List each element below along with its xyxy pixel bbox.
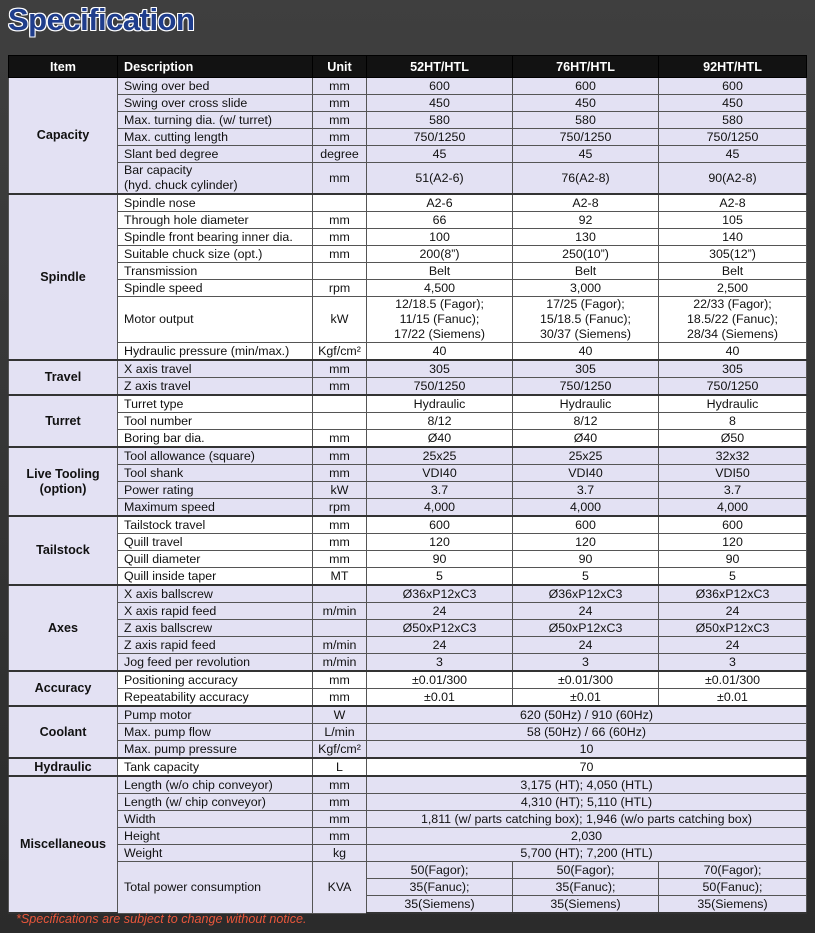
row-unit: L/min — [313, 724, 367, 741]
row-value: VDI50 — [659, 465, 807, 482]
table-row — [9, 163, 807, 195]
row-unit: W — [313, 706, 367, 724]
row-value: 120 — [513, 534, 659, 551]
table-row — [9, 534, 807, 551]
row-value: 750/1250 — [367, 378, 513, 396]
header-item: Item — [9, 56, 118, 78]
page-title: Specification — [8, 2, 195, 37]
row-unit — [313, 395, 367, 413]
row-value-span: 4,310 (HT); 5,110 (HTL) — [367, 794, 807, 811]
row-value: 305(12”) — [659, 246, 807, 263]
table-row — [9, 194, 807, 212]
row-description: Length (w/ chip conveyor) — [118, 794, 313, 811]
row-value: 750/1250 — [659, 378, 807, 396]
row-description: Max. pump pressure — [118, 741, 313, 759]
table-row — [9, 516, 807, 534]
row-unit: mm — [313, 95, 367, 112]
header-model-76: 76HT/HTL — [513, 56, 659, 78]
table-row — [9, 741, 807, 759]
row-value: 35(Fanuc); — [367, 879, 513, 896]
row-unit: mm — [313, 78, 367, 95]
row-value: 90 — [367, 551, 513, 568]
row-value: Ø50xP12xC3 — [659, 620, 807, 637]
row-value: 5 — [659, 568, 807, 586]
row-value: 25x25 — [367, 447, 513, 465]
row-value: 750/1250 — [367, 129, 513, 146]
row-value: A2-8 — [659, 194, 807, 212]
table-row — [9, 129, 807, 146]
row-value: 105 — [659, 212, 807, 229]
row-description: Max. cutting length — [118, 129, 313, 146]
row-value: 51(A2-6) — [367, 163, 513, 195]
row-unit: Kgf/cm² — [313, 343, 367, 361]
row-description: Tool allowance (square) — [118, 447, 313, 465]
row-value: 200(8”) — [367, 246, 513, 263]
row-value: 17/25 (Fagor); 15/18.5 (Fanuc); 30/37 (Siemens) — [513, 297, 659, 343]
row-description: Motor output — [118, 297, 313, 343]
row-value: 450 — [513, 95, 659, 112]
row-value: 600 — [659, 516, 807, 534]
row-unit: mm — [313, 671, 367, 689]
row-value-span: 58 (50Hz) / 66 (60Hz) — [367, 724, 807, 741]
row-value: 35(Siemens) — [367, 896, 513, 914]
row-unit: kW — [313, 297, 367, 343]
row-unit: kg — [313, 845, 367, 862]
row-value: 305 — [513, 360, 659, 378]
section-label: Axes — [9, 585, 118, 671]
row-value: 32x32 — [659, 447, 807, 465]
row-description: Positioning accuracy — [118, 671, 313, 689]
row-unit: mm — [313, 163, 367, 195]
row-unit: mm — [313, 430, 367, 448]
row-unit: MT — [313, 568, 367, 586]
row-unit — [313, 263, 367, 280]
header-model-52: 52HT/HTL — [367, 56, 513, 78]
table-body — [9, 78, 807, 914]
row-value: Hydraulic — [513, 395, 659, 413]
row-value: 40 — [367, 343, 513, 361]
row-value: 35(Fanuc); — [513, 879, 659, 896]
row-description: Hydraulic pressure (min/max.) — [118, 343, 313, 361]
row-description: Weight — [118, 845, 313, 862]
table-row — [9, 671, 807, 689]
row-description: Tool shank — [118, 465, 313, 482]
table-row — [9, 499, 807, 517]
row-value: 3 — [513, 654, 659, 672]
row-unit: mm — [313, 212, 367, 229]
table-row — [9, 845, 807, 862]
row-value: 450 — [659, 95, 807, 112]
section-label: Spindle — [9, 194, 118, 360]
row-unit: mm — [313, 229, 367, 246]
table-row — [9, 413, 807, 430]
row-value-span: 1,811 (w/ parts catching box); 1,946 (w/o parts catching box) — [367, 811, 807, 828]
row-value: 4,000 — [513, 499, 659, 517]
row-value: 305 — [659, 360, 807, 378]
row-description: Quill travel — [118, 534, 313, 551]
row-value: 50(Fanuc); — [659, 879, 807, 896]
row-value: ±0.01 — [659, 689, 807, 707]
row-value: 750/1250 — [513, 378, 659, 396]
row-value: 24 — [513, 637, 659, 654]
row-description: Length (w/o chip conveyor) — [118, 776, 313, 794]
row-unit: mm — [313, 447, 367, 465]
row-value: 130 — [513, 229, 659, 246]
row-value: Ø40 — [367, 430, 513, 448]
table-row — [9, 430, 807, 448]
row-value: Ø50 — [659, 430, 807, 448]
row-value: 450 — [367, 95, 513, 112]
row-value: 305 — [367, 360, 513, 378]
row-value: Belt — [659, 263, 807, 280]
table-row — [9, 568, 807, 586]
row-value: A2-8 — [513, 194, 659, 212]
row-value: 4,000 — [659, 499, 807, 517]
row-description: Repeatability accuracy — [118, 689, 313, 707]
row-value: 35(Siemens) — [513, 896, 659, 914]
row-value: 3.7 — [513, 482, 659, 499]
section-label: Coolant — [9, 706, 118, 758]
table-row — [9, 724, 807, 741]
row-value: 45 — [367, 146, 513, 163]
row-description: Spindle speed — [118, 280, 313, 297]
row-value-span: 70 — [367, 758, 807, 776]
table-row — [9, 212, 807, 229]
table-row — [9, 297, 807, 343]
row-unit: mm — [313, 129, 367, 146]
table-row — [9, 585, 807, 603]
section-label: Hydraulic — [9, 758, 118, 776]
table-row — [9, 551, 807, 568]
table-row — [9, 482, 807, 499]
row-unit: mm — [313, 360, 367, 378]
row-value: 90 — [659, 551, 807, 568]
section-label: Turret — [9, 395, 118, 447]
row-value: A2-6 — [367, 194, 513, 212]
row-value: 90 — [513, 551, 659, 568]
row-unit — [313, 585, 367, 603]
table-row — [9, 706, 807, 724]
table-row — [9, 263, 807, 280]
table-row — [9, 146, 807, 163]
row-value: 3.7 — [367, 482, 513, 499]
row-value: Ø36xP12xC3 — [367, 585, 513, 603]
row-value: ±0.01/300 — [659, 671, 807, 689]
row-value: 4,500 — [367, 280, 513, 297]
row-description: X axis ballscrew — [118, 585, 313, 603]
row-description: Tank capacity — [118, 758, 313, 776]
row-value: 40 — [513, 343, 659, 361]
row-unit: mm — [313, 378, 367, 396]
row-value: 120 — [367, 534, 513, 551]
row-value: 120 — [659, 534, 807, 551]
section-label: Accuracy — [9, 671, 118, 706]
table-row — [9, 246, 807, 263]
row-unit: mm — [313, 689, 367, 707]
row-description: Jog feed per revolution — [118, 654, 313, 672]
row-value: 24 — [367, 603, 513, 620]
row-value: Hydraulic — [367, 395, 513, 413]
row-value: 580 — [659, 112, 807, 129]
row-description: Boring bar dia. — [118, 430, 313, 448]
row-unit: m/min — [313, 637, 367, 654]
row-unit: kW — [313, 482, 367, 499]
row-value: 35(Siemens) — [659, 896, 807, 914]
row-unit: mm — [313, 811, 367, 828]
row-unit: degree — [313, 146, 367, 163]
row-value: 3 — [367, 654, 513, 672]
row-value: 40 — [659, 343, 807, 361]
row-value: 600 — [513, 78, 659, 95]
row-value-span: 3,175 (HT); 4,050 (HTL) — [367, 776, 807, 794]
table-row — [9, 343, 807, 361]
row-description: Spindle front bearing inner dia. — [118, 229, 313, 246]
row-unit — [313, 620, 367, 637]
table-row — [9, 465, 807, 482]
table-row — [9, 603, 807, 620]
row-value: 750/1250 — [659, 129, 807, 146]
row-description: Quill diameter — [118, 551, 313, 568]
row-value: 8 — [659, 413, 807, 430]
row-unit: L — [313, 758, 367, 776]
row-value: VDI40 — [513, 465, 659, 482]
row-value: 25x25 — [513, 447, 659, 465]
row-description: Slant bed degree — [118, 146, 313, 163]
row-value: 140 — [659, 229, 807, 246]
table-row — [9, 637, 807, 654]
row-value: 24 — [513, 603, 659, 620]
row-value: 5 — [513, 568, 659, 586]
row-value: 24 — [659, 603, 807, 620]
row-value: 600 — [367, 78, 513, 95]
row-unit: mm — [313, 776, 367, 794]
row-value: VDI40 — [367, 465, 513, 482]
table-row — [9, 112, 807, 129]
row-value: 8/12 — [513, 413, 659, 430]
table-row — [9, 828, 807, 845]
row-description: Bar capacity (hyd. chuck cylinder) — [118, 163, 313, 195]
row-description: Maximum speed — [118, 499, 313, 517]
row-value-span: 2,030 — [367, 828, 807, 845]
row-value: 50(Fagor); — [513, 862, 659, 879]
row-unit: rpm — [313, 499, 367, 517]
row-value: Belt — [367, 263, 513, 280]
table-row — [9, 95, 807, 112]
row-unit: mm — [313, 534, 367, 551]
table-row — [9, 811, 807, 828]
row-description: X axis travel — [118, 360, 313, 378]
row-value: 12/18.5 (Fagor); 11/15 (Fanuc); 17/22 (Siemens) — [367, 297, 513, 343]
row-value: ±0.01 — [513, 689, 659, 707]
table-header-row — [9, 56, 807, 78]
row-value: 24 — [659, 637, 807, 654]
row-unit: Kgf/cm² — [313, 741, 367, 759]
row-unit: m/min — [313, 654, 367, 672]
footnote: *Specifications are subject to change without notice. — [16, 912, 307, 926]
table-row — [9, 689, 807, 707]
row-unit: mm — [313, 516, 367, 534]
row-description: Max. turning dia. (w/ turret) — [118, 112, 313, 129]
row-value: ±0.01 — [367, 689, 513, 707]
section-label: Travel — [9, 360, 118, 395]
row-value: 600 — [513, 516, 659, 534]
row-unit: KVA — [313, 862, 367, 914]
row-unit — [313, 194, 367, 212]
header-description: Description — [118, 56, 313, 78]
section-label: Live Tooling (option) — [9, 447, 118, 516]
row-description: Tool number — [118, 413, 313, 430]
row-description: Turret type — [118, 395, 313, 413]
row-value: Hydraulic — [659, 395, 807, 413]
section-label: Capacity — [9, 78, 118, 195]
row-value: 45 — [513, 146, 659, 163]
row-description: Pump motor — [118, 706, 313, 724]
row-value: Ø50xP12xC3 — [367, 620, 513, 637]
row-value: 600 — [659, 78, 807, 95]
table-row — [9, 360, 807, 378]
row-value: ±0.01/300 — [513, 671, 659, 689]
row-description: Swing over cross slide — [118, 95, 313, 112]
row-value: 3 — [659, 654, 807, 672]
row-unit: m/min — [313, 603, 367, 620]
row-value: 750/1250 — [513, 129, 659, 146]
table-row — [9, 395, 807, 413]
header-model-92: 92HT/HTL — [659, 56, 807, 78]
row-value: 4,000 — [367, 499, 513, 517]
row-description: X axis rapid feed — [118, 603, 313, 620]
row-description: Z axis rapid feed — [118, 637, 313, 654]
row-value: 70(Fagor); — [659, 862, 807, 879]
row-description: Suitable chuck size (opt.) — [118, 246, 313, 263]
row-value-span: 620 (50Hz) / 910 (60Hz) — [367, 706, 807, 724]
table-row — [9, 378, 807, 396]
row-description: Swing over bed — [118, 78, 313, 95]
row-value: 3.7 — [659, 482, 807, 499]
row-unit: mm — [313, 551, 367, 568]
row-value: Ø40 — [513, 430, 659, 448]
table-row — [9, 280, 807, 297]
table-row — [9, 620, 807, 637]
row-value: 22/33 (Fagor); 18.5/22 (Fanuc); 28/34 (Siemens) — [659, 297, 807, 343]
row-value-span: 5,700 (HT); 7,200 (HTL) — [367, 845, 807, 862]
row-value: 100 — [367, 229, 513, 246]
table-row — [9, 78, 807, 95]
table-row — [9, 654, 807, 672]
row-value: Ø36xP12xC3 — [659, 585, 807, 603]
row-value: 250(10”) — [513, 246, 659, 263]
specification-table — [8, 55, 807, 914]
table-row — [9, 758, 807, 776]
row-value: 90(A2-8) — [659, 163, 807, 195]
table-row — [9, 862, 807, 879]
row-value: 76(A2-8) — [513, 163, 659, 195]
row-description: Width — [118, 811, 313, 828]
section-label: Miscellaneous — [9, 776, 118, 913]
row-unit: mm — [313, 794, 367, 811]
row-value: 24 — [367, 637, 513, 654]
row-description: Z axis travel — [118, 378, 313, 396]
row-description: Z axis ballscrew — [118, 620, 313, 637]
row-value: 5 — [367, 568, 513, 586]
section-label: Tailstock — [9, 516, 118, 585]
header-unit: Unit — [313, 56, 367, 78]
table-row — [9, 229, 807, 246]
row-unit: mm — [313, 828, 367, 845]
row-description: Height — [118, 828, 313, 845]
row-description: Power rating — [118, 482, 313, 499]
table-row — [9, 794, 807, 811]
row-description: Quill inside taper — [118, 568, 313, 586]
row-unit: mm — [313, 465, 367, 482]
row-value: 66 — [367, 212, 513, 229]
row-value: ±0.01/300 — [367, 671, 513, 689]
row-unit: rpm — [313, 280, 367, 297]
row-description: Max. pump flow — [118, 724, 313, 741]
row-description: Tailstock travel — [118, 516, 313, 534]
table-row — [9, 447, 807, 465]
row-description: Total power consumption — [118, 862, 313, 914]
row-unit: mm — [313, 112, 367, 129]
row-value: Ø36xP12xC3 — [513, 585, 659, 603]
row-value: Belt — [513, 263, 659, 280]
row-description: Spindle nose — [118, 194, 313, 212]
row-value: 3,000 — [513, 280, 659, 297]
row-description: Transmission — [118, 263, 313, 280]
row-value: Ø50xP12xC3 — [513, 620, 659, 637]
row-unit — [313, 413, 367, 430]
row-value-span: 10 — [367, 741, 807, 759]
row-value: 2,500 — [659, 280, 807, 297]
row-value: 580 — [513, 112, 659, 129]
row-value: 45 — [659, 146, 807, 163]
row-unit: mm — [313, 246, 367, 263]
row-value: 600 — [367, 516, 513, 534]
row-value: 8/12 — [367, 413, 513, 430]
row-description: Through hole diameter — [118, 212, 313, 229]
table-row — [9, 776, 807, 794]
row-value: 92 — [513, 212, 659, 229]
row-value: 50(Fagor); — [367, 862, 513, 879]
row-value: 580 — [367, 112, 513, 129]
